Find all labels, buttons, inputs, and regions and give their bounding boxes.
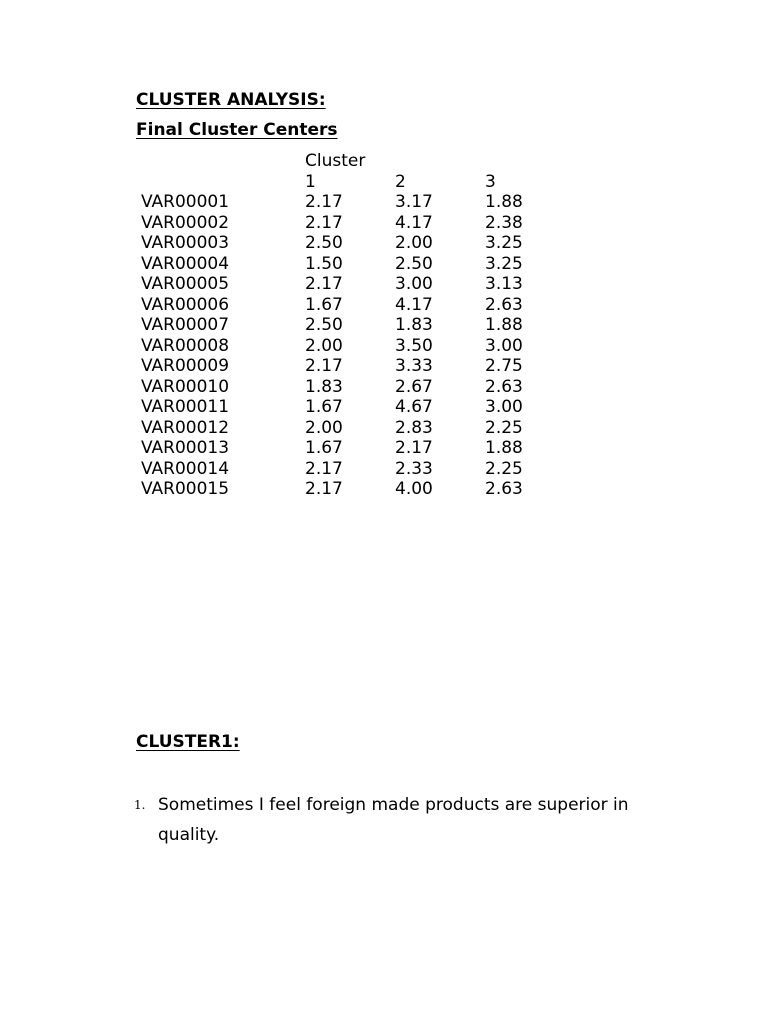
table-cell: 2.67 [395, 376, 433, 397]
table-cell: 2.17 [305, 274, 343, 294]
table-row [0, 418, 768, 439]
table-caption: Cluster [305, 151, 366, 171]
row-label: VAR00015 [141, 479, 230, 499]
table-cell: 1.83 [395, 315, 433, 335]
table-row [0, 479, 768, 500]
table-cell: 2.50 [305, 233, 343, 253]
table-row [0, 459, 768, 480]
table-cell: 2.75 [485, 356, 523, 376]
table-cell: 3.13 [485, 274, 523, 294]
table-cell: 2.17 [305, 458, 343, 479]
table-row [0, 233, 768, 254]
column-header-1: 1 [305, 172, 316, 192]
table-cell: 1.67 [305, 294, 343, 315]
table-cell: 1.67 [305, 397, 343, 417]
table-cell: 2.25 [485, 458, 523, 479]
table-cell: 2.50 [305, 315, 343, 335]
table-cell: 2.33 [395, 458, 433, 479]
row-label: VAR00008 [141, 335, 230, 356]
list-item-text: Sometimes I feel foreign made products are superior in quality. [158, 795, 629, 845]
table-cell: 2.17 [305, 356, 343, 376]
row-label: VAR00013 [141, 438, 230, 458]
table-row [0, 315, 768, 336]
table-cell: 4.17 [395, 294, 433, 315]
table-cell: 2.00 [305, 417, 343, 438]
list-item-number: 1. [134, 798, 146, 812]
table-cell: 2.17 [305, 192, 343, 212]
table-cell: 2.00 [305, 335, 343, 356]
table-row [0, 397, 768, 418]
table-row [0, 213, 768, 234]
heading-cluster-analysis: CLUSTER ANALYSIS: [136, 90, 326, 110]
table-cell: 3.25 [485, 253, 523, 274]
heading-cluster1: CLUSTER1: [136, 732, 240, 752]
row-label: VAR00009 [141, 356, 230, 376]
table-cell: 3.33 [395, 356, 433, 376]
table-cell: 4.00 [395, 479, 433, 499]
row-label: VAR00006 [141, 294, 230, 315]
table-cell: 4.67 [395, 397, 433, 417]
row-label: VAR00005 [141, 274, 230, 294]
row-label: VAR00014 [141, 458, 230, 479]
table-cell: 2.83 [395, 417, 433, 438]
table-cell: 2.63 [485, 294, 523, 315]
table-cell: 2.17 [305, 479, 343, 499]
table-cell: 2.38 [485, 212, 523, 233]
table-cell: 3.50 [395, 335, 433, 356]
table-cell: 2.50 [395, 253, 433, 274]
table-cell: 3.25 [485, 233, 523, 253]
table-cell: 1.88 [485, 315, 523, 335]
table-row [0, 336, 768, 357]
row-label: VAR00003 [141, 233, 230, 253]
table-row [0, 438, 768, 459]
row-label: VAR00007 [141, 315, 230, 335]
heading-final-cluster-centers: Final Cluster Centers [136, 120, 338, 140]
table-cell: 2.17 [395, 438, 433, 458]
table-cell: 2.00 [395, 233, 433, 253]
table-cell: 3.00 [485, 397, 523, 417]
row-label: VAR00001 [141, 192, 230, 212]
column-header-3: 3 [485, 172, 496, 192]
table-cell: 3.00 [485, 335, 523, 356]
table-cell: 1.88 [485, 438, 523, 458]
table-row [0, 377, 768, 398]
table-cell: 2.63 [485, 479, 523, 499]
row-label: VAR00012 [141, 417, 230, 438]
table-cell: 2.25 [485, 417, 523, 438]
row-label: VAR00002 [141, 212, 230, 233]
table-cell: 3.00 [395, 274, 433, 294]
table-cell: 4.17 [395, 212, 433, 233]
table-row [0, 192, 768, 213]
table-cell: 1.83 [305, 376, 343, 397]
row-label: VAR00004 [141, 253, 230, 274]
table-row [0, 356, 768, 377]
table-cell: 2.63 [485, 376, 523, 397]
table-row [0, 295, 768, 316]
table-cell: 3.17 [395, 192, 433, 212]
row-label: VAR00010 [141, 376, 230, 397]
table-row [0, 274, 768, 295]
table-cell: 1.88 [485, 192, 523, 212]
table-cell: 1.50 [305, 253, 343, 274]
column-header-2: 2 [395, 172, 406, 192]
numbered-list [134, 790, 674, 850]
table-cell: 2.17 [305, 212, 343, 233]
table-cell: 1.67 [305, 438, 343, 458]
table-row [0, 254, 768, 275]
list-item [134, 790, 674, 850]
row-label: VAR00011 [141, 397, 230, 417]
